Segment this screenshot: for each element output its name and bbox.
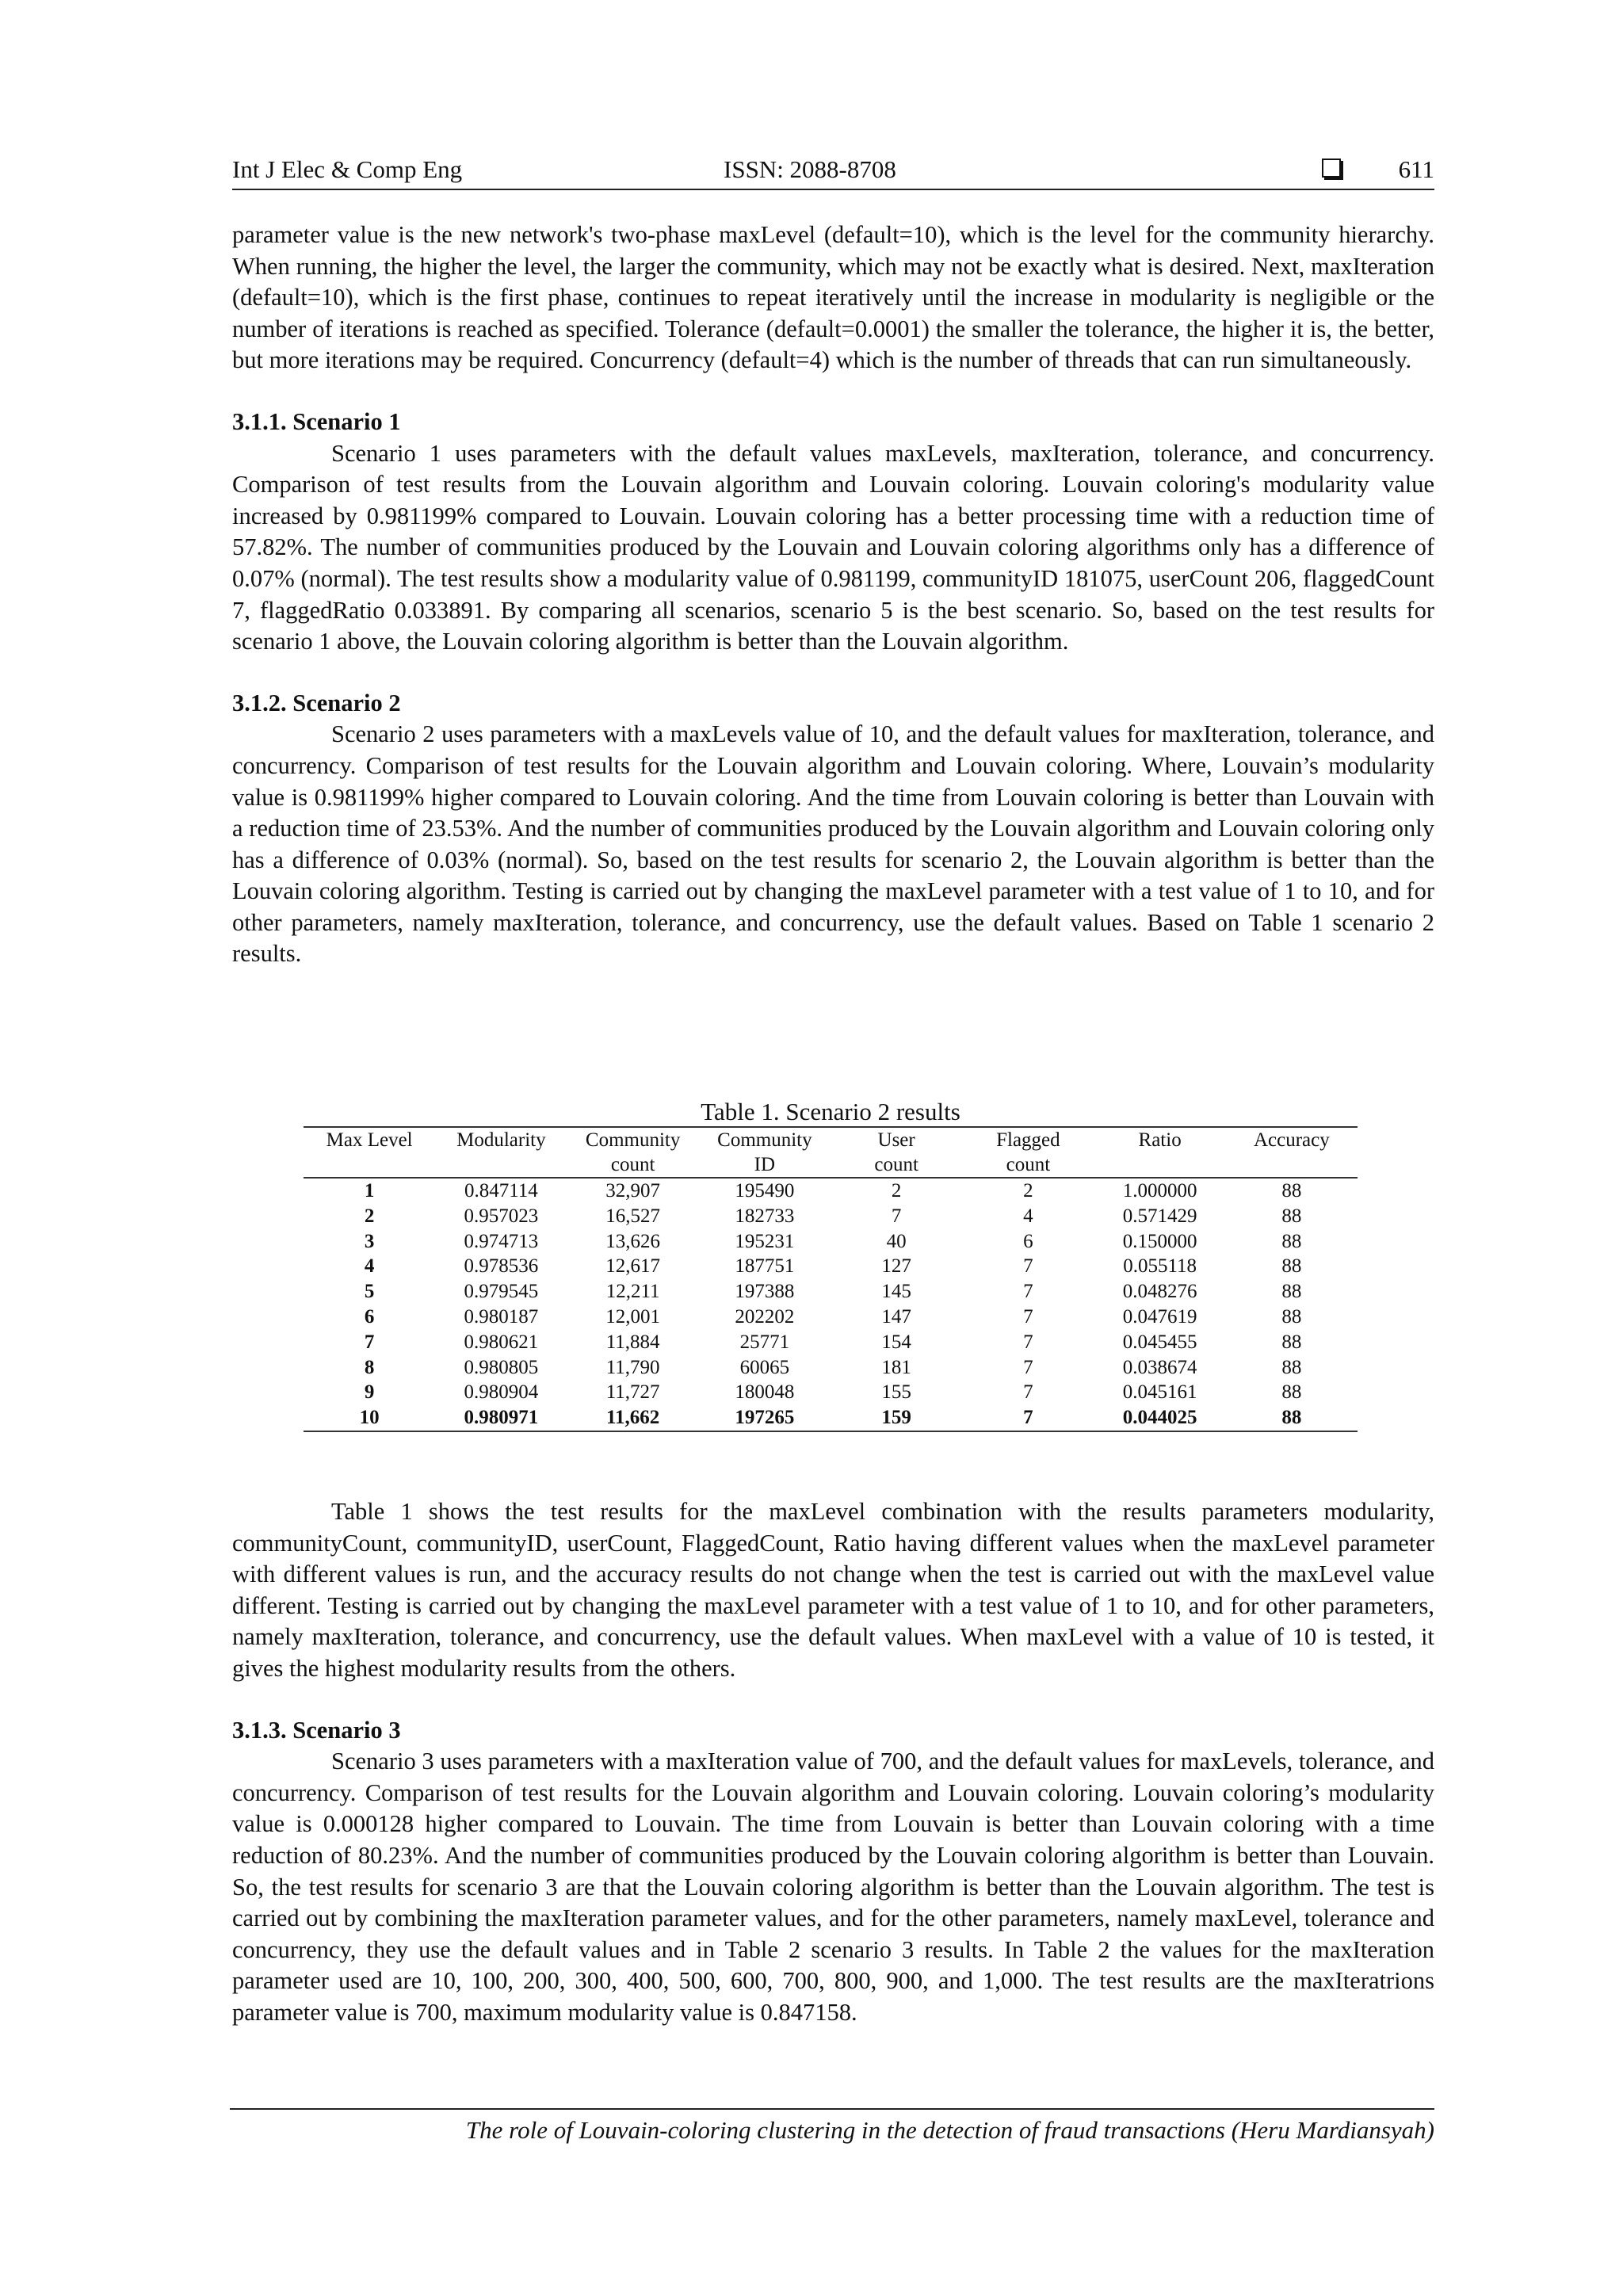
square-bullet-icon (1322, 159, 1341, 178)
table1-discussion: Table 1 shows the test results for the maxLevel combination with the results parameters modularity, communityCount, communityID, userCount, FlaggedCount, Ratio having different values when the maxLevel parameter with different values is run, and the accuracy results do not change when the test is carried out with the maxLevel value different. Testing is carried out by changing the maxLevel parameter with a test value of 1 to 10, and for other parameters, namely maxIteration, tolerance, and concurrency, use the default values. When maxLevel with a value of 10 is tested, it gives the highest modularity results from the others. (232, 1498, 1434, 1682)
table-cell: 32,907 (605, 1180, 660, 1201)
column-header-line1: Max Level (326, 1129, 413, 1151)
running-header (232, 155, 1434, 190)
table-cell: 16,527 (605, 1205, 660, 1227)
issn: ISSN: 2088-8708 (724, 155, 896, 183)
table-cell: 88 (1281, 1255, 1302, 1278)
table-cell: 2 (364, 1205, 375, 1227)
column-header (304, 1127, 435, 1178)
scenario1-paragraph: Scenario 1 uses parameters with the default values maxLevels, maxIteration, tolerance, and concurrency. Comparison of test results from the Louvain algorithm and Louvain coloring. Louvain coloring's modularity value increased by 0.981199% compared to Louvain. Louvain coloring has a better processing time with a reduction time of 57.82%. The number of communities produced by the Louvain and Louvain coloring algorithms only has a difference of 0.07% (normal). The test results show a modularity value of 0.981199, communityID 181075, userCount 206, flaggedCount 7, flaggedRatio 0.033891. By comparing all scenarios, scenario 5 is the best scenario. So, based on the test results for scenario 1 above, the Louvain coloring algorithm is better than the Louvain algorithm. (232, 439, 1434, 655)
table-cell: 88 (1281, 1281, 1302, 1303)
column-header-line1: Community (717, 1129, 812, 1151)
table-cell: 0.980187 (464, 1305, 539, 1328)
table-cell: 0.571429 (1122, 1205, 1197, 1227)
table-cell: 7 (364, 1331, 375, 1353)
table-cell: 11,790 (605, 1356, 660, 1378)
table-cell: 12,617 (605, 1255, 660, 1278)
table-cell: 88 (1281, 1331, 1302, 1353)
scenario2-paragraph: Scenario 2 uses parameters with a maxLevels value of 10, and the default values for maxIteration, tolerance, and concurrency. Comparison of test results for the Louvain algorithm and Louvain coloring. Where, Louvain’s modularity value is 0.981199% higher compared to Louvain coloring. And the time from Louvain coloring is better than Louvain with a reduction time of 23.53%. And the number of communities produced by the Louvain algorithm and Louvain coloring only has a difference of 0.03% (normal). So, based on the test results for scenario 2, the Louvain algorithm is better than the Louvain coloring algorithm. Testing is carried out by changing the maxLevel parameter with a test value of 1 to 10, and for other parameters, namely maxIteration, tolerance, and concurrency, use the default values. Based on Table 1 scenario 2 results. (232, 720, 1434, 968)
table-cell: 0.980621 (464, 1331, 539, 1353)
table-cell: 7 (1023, 1331, 1033, 1353)
table-cell: 0.974713 (464, 1230, 539, 1252)
page-number: 611 (1398, 155, 1434, 183)
column-header (1226, 1127, 1358, 1178)
table1-caption: Table 1. Scenario 2 results (701, 1098, 960, 1125)
table-cell: 195231 (735, 1230, 795, 1252)
column-header-line1: Accuracy (1253, 1129, 1330, 1151)
scenario3-paragraph: Scenario 3 uses parameters with a maxIteration value of 700, and the default values for maxLevels, tolerance, and concurrency. Comparison of test results for the Louvain algorithm and Louvain coloring. Louvain coloring’s modularity value is 0.000128 higher compared to Louvain. The time from Louvain is better than Louvain coloring with a time reduction of 80.23%. And the number of communities produced by the Louvain coloring algorithm is better than Louvain. So, the test results for scenario 3 are that the Louvain coloring algorithm is better than the Louvain algorithm. The test is carried out by combining the maxIteration parameter values, and for the other parameters, namely maxLevel, tolerance and concurrency, they use the default values and in Table 2 scenario 3 results. In Table 2 the values for the maxIteration parameter used are 10, 100, 200, 300, 400, 500, 600, 700, 800, 900, and 1,000. The test results are the maxIteratrions parameter value is 700, maximum modularity value is 0.847158. (232, 1748, 1434, 2026)
table-cell: 2 (1023, 1180, 1033, 1201)
column-header-line2: count (1006, 1154, 1051, 1175)
table-cell: 202202 (735, 1305, 795, 1328)
table-header-row (304, 1127, 1358, 1178)
column-header-line2 (1094, 1152, 1226, 1177)
column-header (831, 1127, 962, 1178)
table-cell: 88 (1281, 1305, 1302, 1328)
table-cell: 1.000000 (1122, 1180, 1197, 1201)
table-row (304, 1178, 1358, 1204)
table-cell: 2 (891, 1180, 902, 1201)
table-cell: 10 (359, 1407, 380, 1429)
table-cell: 197388 (735, 1281, 795, 1303)
table1 (304, 1098, 1358, 1432)
table-cell: 7 (1023, 1381, 1033, 1404)
table-cell: 88 (1281, 1407, 1302, 1429)
table-cell: 182733 (735, 1205, 795, 1227)
table-cell: 181 (881, 1356, 911, 1378)
running-footer: The role of Louvain-coloring clustering in the detection of fraud transactions (Heru Mardiansyah) (230, 2108, 1434, 2145)
table-cell: 7 (1023, 1356, 1033, 1378)
table-cell: 0.045455 (1122, 1331, 1197, 1353)
table-cell: 11,884 (605, 1331, 660, 1353)
table-row (304, 1330, 1358, 1355)
column-header-line2 (435, 1152, 567, 1177)
column-header (567, 1127, 699, 1178)
table-cell: 9 (364, 1381, 375, 1404)
table-cell: 7 (1023, 1255, 1033, 1278)
table-cell: 4 (364, 1255, 375, 1278)
table-cell: 7 (1023, 1305, 1033, 1328)
table-cell: 12,211 (605, 1281, 660, 1303)
scenario3-heading: 3.1.3. Scenario 3 (232, 1716, 401, 1744)
column-header (435, 1127, 567, 1178)
column-header-line1: User (877, 1129, 915, 1151)
table-cell: 0.055118 (1123, 1255, 1197, 1278)
column-header (699, 1127, 831, 1178)
table-cell: 7 (891, 1205, 902, 1227)
table-cell: 0.044025 (1122, 1407, 1197, 1429)
table-cell: 13,626 (605, 1230, 660, 1252)
column-header-line1: Modularity (456, 1129, 546, 1151)
table-cell: 11,727 (605, 1381, 660, 1404)
table-body (304, 1178, 1358, 1431)
table-cell: 0.150000 (1122, 1230, 1197, 1252)
table-cell: 145 (881, 1281, 911, 1303)
table-row (304, 1279, 1358, 1305)
table-cell: 1 (364, 1180, 375, 1201)
column-header-line2 (1226, 1152, 1358, 1177)
journal-name: Int J Elec & Comp Eng (232, 155, 463, 183)
table-cell: 155 (881, 1381, 911, 1404)
table-row (304, 1204, 1358, 1229)
table-cell: 40 (886, 1230, 907, 1252)
column-header-line1: Community (585, 1129, 681, 1151)
table-cell: 0.980904 (464, 1381, 539, 1404)
table-cell: 8 (364, 1356, 375, 1378)
column-header (1094, 1127, 1226, 1178)
column-header-line2 (304, 1152, 435, 1177)
table-cell: 88 (1281, 1230, 1302, 1252)
table-cell: 0.978536 (464, 1255, 539, 1278)
table-cell: 3 (364, 1230, 375, 1252)
table-cell: 159 (881, 1407, 911, 1429)
column-header (962, 1127, 1094, 1178)
table-cell: 180048 (735, 1381, 795, 1404)
column-header-line2: count (610, 1154, 655, 1175)
table-cell: 0.980805 (464, 1356, 539, 1378)
column-header-line2: ID (754, 1154, 776, 1175)
table-cell: 195490 (735, 1180, 795, 1201)
scenario2-heading: 3.1.2. Scenario 2 (232, 689, 401, 716)
table-cell: 0.038674 (1122, 1356, 1197, 1378)
table-cell: 6 (364, 1305, 375, 1328)
table-cell: 4 (1023, 1205, 1033, 1227)
column-header-line1: Ratio (1138, 1129, 1182, 1151)
main-text (232, 220, 1434, 970)
table-cell: 5 (364, 1281, 375, 1303)
table-cell: 60065 (739, 1356, 790, 1378)
table-row (304, 1380, 1358, 1405)
table-cell: 11,662 (605, 1407, 660, 1429)
table-cell: 154 (881, 1331, 911, 1353)
table-cell: 0.957023 (464, 1205, 539, 1227)
table-row (304, 1254, 1358, 1279)
table-cell: 187751 (735, 1255, 795, 1278)
table-cell: 88 (1281, 1381, 1302, 1404)
table-cell: 88 (1281, 1356, 1302, 1378)
table-cell: 7 (1023, 1281, 1033, 1303)
column-header-line1: Flagged (996, 1129, 1060, 1151)
table-cell: 12,001 (605, 1305, 660, 1328)
table-cell: 6 (1023, 1230, 1033, 1252)
table-cell: 7 (1023, 1407, 1033, 1429)
table-cell: 197265 (735, 1407, 795, 1429)
table-row (304, 1305, 1358, 1330)
table-row (304, 1229, 1358, 1255)
table-cell: 0.980971 (464, 1407, 539, 1429)
table-cell: 25771 (739, 1331, 790, 1353)
table-cell: 147 (881, 1305, 911, 1328)
intro-paragraph: parameter value is the new network's two-phase maxLevel (default=10), which is the level for the community hierarchy. When running, the higher the level, the larger the community, which may not be exactly what is desired. Next, maxIteration (default=10), which is the first phase, continues to repeat iteratively until the increase in modularity is negligible or the number of iterations is reached as specified. Tolerance (default=0.0001) the smaller the tolerance, the higher it is, the better, but more iterations may be required. Concurrency (default=4) which is the number of threads that can run simultaneously. (232, 221, 1434, 374)
lower-text (232, 1496, 1434, 2029)
scenario1-heading: 3.1.1. Scenario 1 (232, 407, 401, 435)
table-cell: 88 (1281, 1205, 1302, 1227)
table-cell: 0.979545 (464, 1281, 539, 1303)
table-cell: 0.847114 (464, 1180, 538, 1201)
column-header-line2: count (874, 1154, 918, 1175)
table-cell: 0.045161 (1122, 1381, 1197, 1404)
table-cell: 0.048276 (1122, 1281, 1197, 1303)
table-row (304, 1405, 1358, 1431)
table-cell: 127 (881, 1255, 911, 1278)
table-row (304, 1355, 1358, 1381)
table1-grid (304, 1126, 1358, 1432)
table-cell: 0.047619 (1122, 1305, 1197, 1328)
table-cell: 88 (1281, 1180, 1302, 1201)
